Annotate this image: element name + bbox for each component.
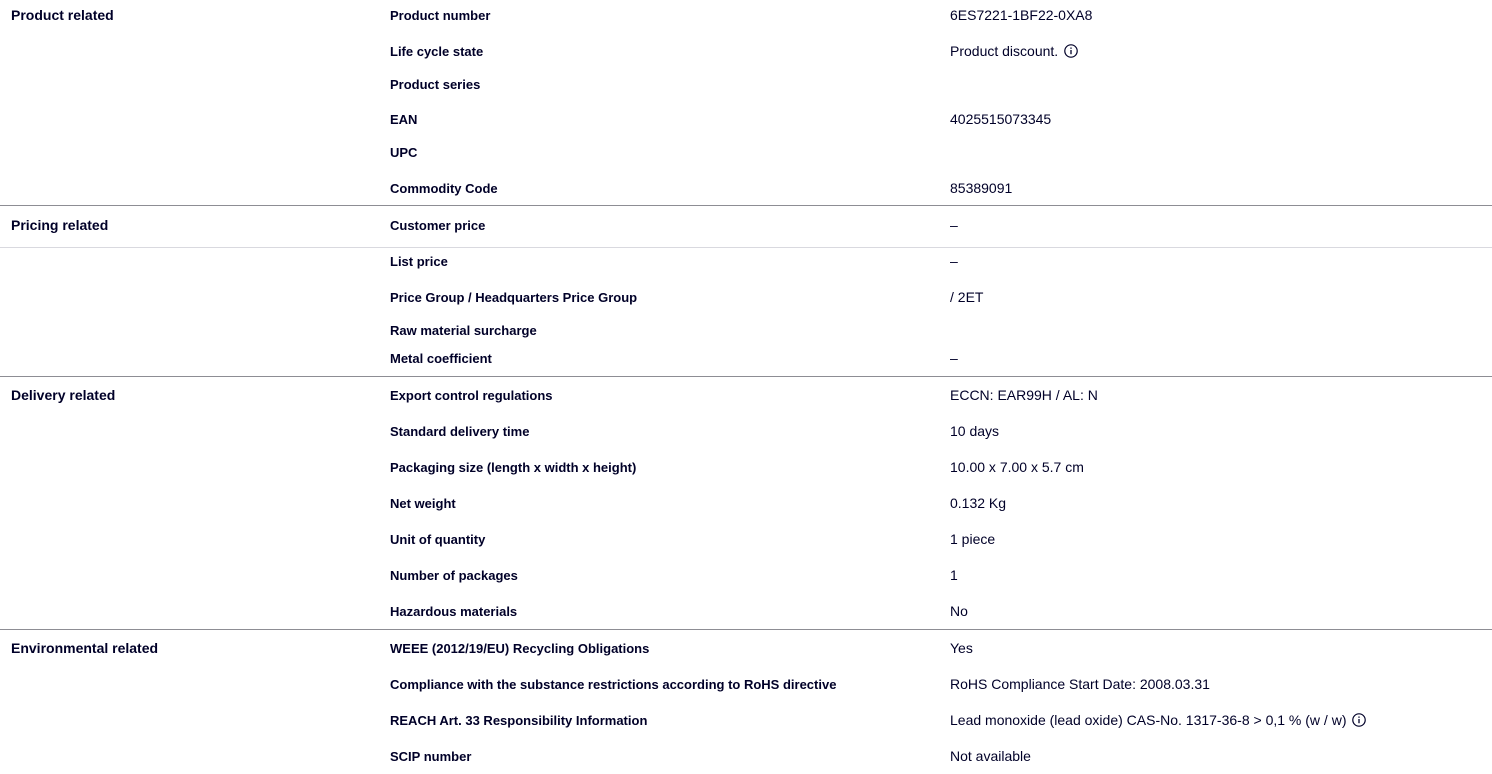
row-label-rohs-compliance: Compliance with the substance restrictions according to RoHS directive: [390, 677, 837, 692]
row-label-metal-coefficient: Metal coefficient: [390, 351, 492, 366]
section-divider: [0, 629, 1492, 630]
section-title-pricing: Pricing related: [11, 217, 109, 233]
row-label-unit-of-quantity: Unit of quantity: [390, 532, 486, 547]
section-divider: [0, 376, 1492, 377]
row-value-life-cycle-state: [950, 42, 1078, 60]
info-icon[interactable]: [1352, 713, 1366, 727]
row-label-price-group: Price Group / Headquarters Price Group: [390, 290, 638, 305]
row-value-unit-of-quantity: 1 piece: [950, 531, 996, 547]
row-value-net-weight: 0.132 Kg: [950, 495, 1007, 511]
row-label-standard-delivery-time: Standard delivery time: [390, 424, 530, 439]
row-label-commodity-code: Commodity Code: [390, 181, 498, 196]
row-value-export-control: ECCN: EAR99H / AL: N: [950, 387, 1098, 403]
life-cycle-state-text: Product discount.: [950, 43, 1059, 59]
row-label-export-control: Export control regulations: [390, 388, 553, 403]
row-label-raw-material-surcharge: Raw material surcharge: [390, 323, 537, 338]
row-label-net-weight: Net weight: [390, 496, 456, 511]
row-label-number-of-packages: Number of packages: [390, 568, 518, 583]
row-label-ean: EAN: [390, 112, 418, 127]
row-value-ean: 4025515073345: [950, 111, 1052, 127]
reach-text: Lead monoxide (lead oxide) CAS-No. 1317-36-8 > 0,1 % (w / w): [950, 712, 1347, 728]
row-label-packaging-size: Packaging size (length x width x height): [390, 460, 637, 475]
info-icon[interactable]: [1064, 44, 1078, 58]
row-label-customer-price: Customer price: [390, 218, 486, 233]
row-value-scip-number: Not available: [950, 748, 1031, 764]
row-label-reach: REACH Art. 33 Responsibility Information: [390, 713, 648, 728]
section-divider: [0, 205, 1492, 206]
row-label-upc: UPC: [390, 145, 418, 160]
row-label-product-series: Product series: [390, 77, 481, 92]
row-value-rohs-compliance: RoHS Compliance Start Date: 2008.03.31: [950, 676, 1210, 692]
row-value-list-price: –: [950, 253, 958, 269]
row-label-scip-number: SCIP number: [390, 749, 472, 764]
row-value-number-of-packages: 1: [950, 567, 958, 583]
row-value-reach: [950, 711, 1366, 729]
row-value-packaging-size: 10.00 x 7.00 x 5.7 cm: [950, 459, 1084, 475]
row-label-life-cycle-state: Life cycle state: [390, 44, 484, 59]
row-label-list-price: List price: [390, 254, 448, 269]
row-label-weee: WEEE (2012/19/EU) Recycling Obligations: [390, 641, 650, 656]
section-title-delivery: Delivery related: [11, 387, 116, 403]
row-divider: [0, 247, 1492, 248]
row-value-price-group: / 2ET: [950, 289, 984, 305]
row-value-standard-delivery-time: 10 days: [950, 423, 1000, 439]
row-value-metal-coefficient: –: [950, 350, 958, 366]
row-label-product-number: Product number: [390, 8, 491, 23]
row-value-commodity-code: 85389091: [950, 180, 1013, 196]
row-label-hazardous-materials: Hazardous materials: [390, 604, 518, 619]
row-value-hazardous-materials: No: [950, 603, 968, 619]
row-value-weee: Yes: [950, 640, 973, 656]
section-title-environmental: Environmental related: [11, 640, 159, 656]
row-value-customer-price: –: [950, 217, 958, 233]
row-value-product-number: 6ES7221-1BF22-0XA8: [950, 7, 1093, 23]
section-title-product: Product related: [11, 7, 114, 23]
